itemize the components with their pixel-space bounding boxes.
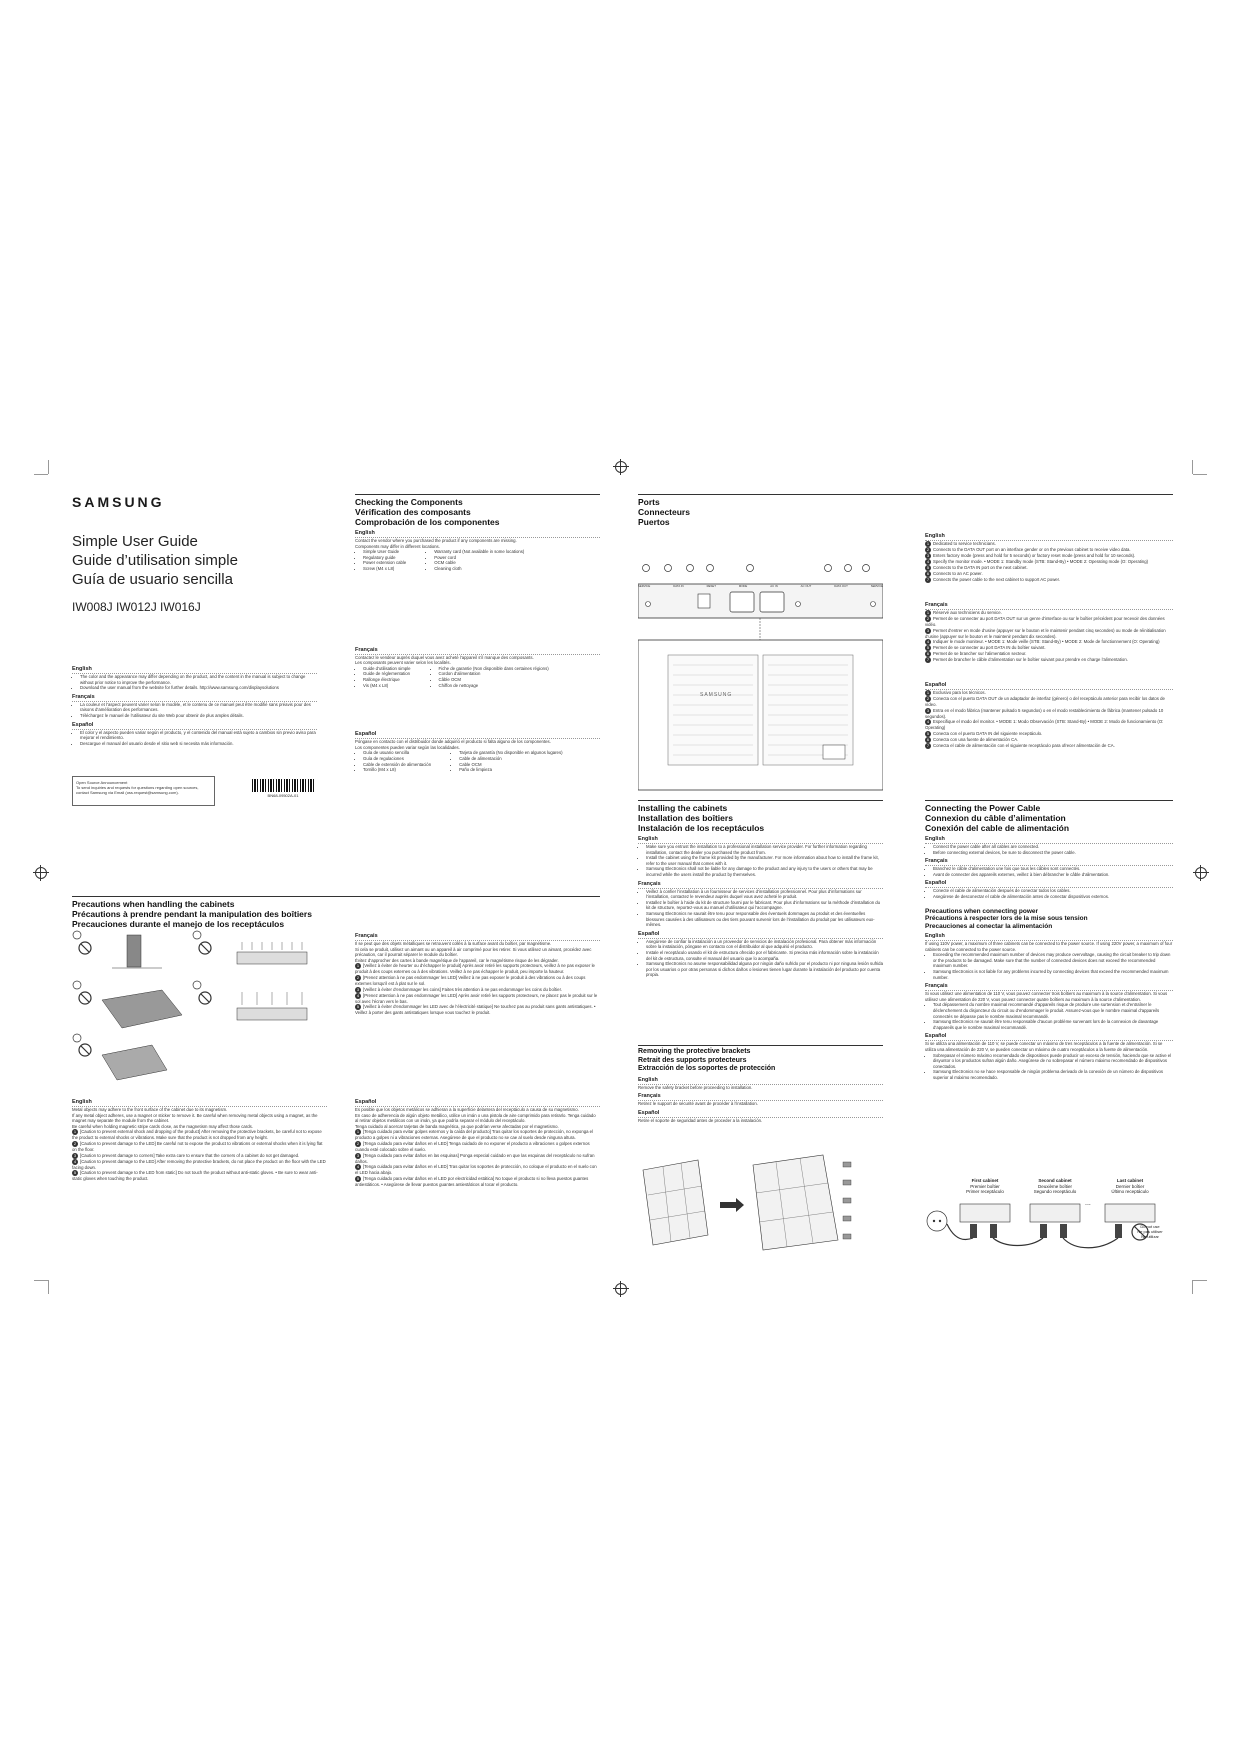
lang-head-fr: Français xyxy=(925,858,1173,866)
lang-head-es: Español xyxy=(638,931,883,939)
section-heading: Removing the protective brackets Retrait des supports protecteurs Extracción de los soportes de protección xyxy=(638,1045,883,1074)
lang-head-en: English xyxy=(925,933,1173,941)
lang-head-es: Español xyxy=(355,1099,600,1107)
precautions-section xyxy=(72,896,600,929)
note-item: • Téléchargez le manuel de l’utilisateur du site Web pour obtenir de plus amples détails. xyxy=(80,713,317,719)
callout-8 xyxy=(863,565,870,572)
precautions-fr: Français Il se peut que des objets métalliques se retrouvent collés à la surface avant du boîtier, par magnétisme. Si cela se produit, utilisez un aimant ou un appareil à air comprimé pour les retirer. Si vous utilisez un aimant, procédez avec précaution, car il pourrait séparer le module du boîtier. Évitez d’approcher des cartes à bande magnétique de l’appareil, car le magnétisme risque de les dégrader. 1 [Veillez à éviter de heurter ou d’échapper le produit] Après avoir retiré les supports protecteurs, veillez à ne pas exposer le produit à des coups externes ou à des vibrations. Veillez à ne pas échapper le produit, peu importe la hauteur. 2 [Prenez attention à ne pas endommager les LED] Veillez à ne pas exposer le produit à des vibrations ou à des coups externes lorsqu’il est à plat sur le sol. 3 [Veillez à éviter d’endommager les coins] Faites très attention à ne pas endommager les coins du boîtier. 4 [Prenez attention à ne pas endommager les LED] Après avoir retiré les supports protecteurs, ne placez pas le produit sur le sol avec l’écran vers le bas. 5 [Veillez à éviter d’endommager les LED avec de l’électricité statique] Ne touchez pas au produit sans gants antistatiques. • Veillez à porter des gants antistatiques lorsque vous touchez le produit. xyxy=(355,930,600,1016)
cover-title-es: Guía de usuario sencilla xyxy=(72,571,233,588)
lang-head-es: Español xyxy=(638,1110,883,1118)
lang-head-es: Español xyxy=(925,1033,1173,1041)
section-heading: Precautions when handling the cabinets Précautions à prendre pendant la manipulation des boîtiers Precauciones durante el manejo de los receptáculos xyxy=(72,896,600,929)
cover-title-fr: Guide d’utilisation simple xyxy=(72,552,238,569)
lang-head-en: English xyxy=(925,533,1173,541)
callout-7 xyxy=(845,565,852,572)
section-heading: Checking the Components Vérification des composants Comprobación de los componentes xyxy=(355,494,600,527)
note-item: • The color and the appearance may differ depending on the product, and the content in the manual is subject to change without prior notice to improve the performance. xyxy=(80,674,317,685)
lang-head-en: English xyxy=(355,530,600,538)
callout-1 xyxy=(643,565,650,572)
removing-section: Removing the protective brackets Retrait des supports protecteurs Extracción de los soportes de protección English Remove the safety bracket before proceeding to installation. Français Retirez le support de sécurité avant de procéder à l’installation. Español Retire el soporte de seguridad antes de proceder a la instalación. xyxy=(638,1045,883,1123)
checking-section: Checking the Components Vérification des composants Comprobación de los componentes English Contact the vendor where you purchased the product if any components are missing. Components may differ in different locations. • Simple User Guide • Regulatory guide • Power extension cable • Screw (M4 x L8) • Warranty card (Not available in some locations) • Power cord • OCM cable • Cleaning cloth Français Contactez le vendeur auprès duquel vous avez acheté l’appareil s’il manque des composants. Les composants peuvent varier selon les localités. • Guide d’utilisation simple • Guide de réglementation • Rallonge électrique • Vis (M4 x L8) • Fiche de garantie (Non disponible dans certaines régions) • Cordon d’alimentation • Câble OCM • Chiffon de nettoyage Español Póngase en contacto con el distribuidor donde adquirió el producto si falta alguno de los componentes. Los componentes pueden variar según las localidades. • Guía de usuario sencilla • Guía de regulaciones • Cable de extensión de alimentación • Tornillo (M4 x L8) • Tarjeta de garantía (No disponible en algunos lugares) • Cable de alimentación • Cable OCM • Paño de limpieza xyxy=(355,494,600,773)
lang-head-en: English xyxy=(72,1099,327,1107)
section-heading: Connecting the Power Cable Connexion du câble d’alimentation Conexión del cable de alimentación xyxy=(925,800,1173,833)
lang-head-fr: Français xyxy=(638,1093,883,1101)
registration-mark-left xyxy=(35,867,47,879)
bracket-removal-diagram xyxy=(638,1150,883,1255)
lang-head-fr: Français xyxy=(925,983,1173,991)
second-cabinet-label: Second cabinet Deuxième boîtier Segundo receptáculo xyxy=(1033,1178,1077,1194)
lang-head-fr: Français xyxy=(355,933,600,941)
lang-head-fr: Français xyxy=(638,881,883,889)
callout-3 xyxy=(687,565,694,572)
ports-section xyxy=(638,494,1173,527)
lang-head-en: English xyxy=(638,1077,883,1085)
ellipsis: ... xyxy=(1085,1200,1091,1207)
cover-notes xyxy=(72,663,317,746)
do-not-use-label: Do not use Ne pas utiliser No utilizar xyxy=(1137,1224,1163,1239)
cover-title-en: Simple User Guide xyxy=(72,533,198,550)
note-item: • Descargue el manual del usuario desde el sitio web si necesita más información. xyxy=(80,741,317,747)
oss-line: To send inquiries and requests for questions regarding open sources, xyxy=(76,785,199,790)
port-labels: SERVICE DATA IN RESET MODE AC IN AC OUT DATA OUT SERVICE xyxy=(638,584,883,588)
first-cabinet-label: First cabinet Premier boîtier Primer receptáculo xyxy=(966,1178,1004,1194)
oss-line: Open Source Announcement xyxy=(76,780,128,785)
oss-line: contact Samsung via Email (oss.request@samsung.com). xyxy=(76,790,179,795)
lang-head-en: English xyxy=(72,666,317,674)
precautions-power-heading: Precautions when connecting power Précautions à respecter lors de la mise sous tension Precauciones al conectar la alimentación xyxy=(925,907,1088,930)
model-numbers: IW008J IW012J IW016J xyxy=(72,600,201,614)
callout-2 xyxy=(665,565,672,572)
open-source-box xyxy=(72,776,215,806)
lang-head-es: Español xyxy=(925,880,1173,888)
barcode-number: BN68-09502A-01 xyxy=(267,793,299,798)
callout-5 xyxy=(747,565,754,572)
precautions-es: Español Es posible que los objetos metálicos se adhieran a la superficie delantera del receptáculo a causa de su magnetismo. En caso de adherencia de algún objeto metálico, utilice un imán o una pistola de aire comprimido para retirarlo. Tenga cuidado al retirar objetos metálicos con un imán, ya que podría separar el módulo del receptáculo. Tenga cuidado al acercar tarjetas de banda magnética, ya que podrían verse afectadas por el magnetismo. 1 [Tenga cuidado para evitar golpes externos y la caída del producto] Tras quitar los soportes de protección, no exponga el producto a golpes ni a vibraciones externas. Asegúrese de que el producto no se cae al suelo desde ninguna altura. 2 [Tenga cuidado para evitar daños en el LED] Tenga cuidado de no exponer el producto a vibraciones o golpes externos cuando esté colocado sobre el suelo. 3 [Tenga cuidado para evitar daños en las esquinas] Ponga especial cuidado en que las esquinas del receptáculo no sufran daños. 4 [Tenga cuidado para evitar daños en el LED] Tras quitar los soportes de protección, no coloque el producto en el suelo con el LED hacia abajo. 5 [Tenga cuidado para evitar daños en el LED por electricidad estática] No toque el producto si no lleva puestos guantes antiestáticos. • Asegúrese de llevar puestos guantes antiestáticos al tocar el producto. xyxy=(355,1096,600,1187)
power-section: Connecting the Power Cable Connexion du câble d’alimentation Conexión del cable de alimentación English • Connect the power cable after all cables are connected. • Before connecting external devices, be sure to disconnect the power cable. Français • Branchez le câble d’alimentation une fois que tous les câbles sont connectés. • Avant de connecter des appareils externes, veillez à bien débrancher le câble d’alimentation. Español • Conecte el cable de alimentación después de conectar todos los cables. • Asegúrese de desconectar el cable de alimentación antes de conectar dispositivos externos. Precautions when connecting power Précautions à respecter lors de la mise sous tension Precauciones al conectar la alimentación English If using 110V power, a maximum of three cabinets can be connected to the power source. If using 220V power, a maximum of four cabinets can be connected to the power source. • Exceeding the recommended maximum number of devices may produce overvoltage, causing the circuit breaker to trip down or the products to be damaged. Make sure that the number of connected devices does not exceed the recommended maximum number. • Samsung Electronics is not liable for any problems incurred by connecting devices that exceed the recommended maximum number. Français Si vous utilisez une alimentation de 110 V, vous pouvez connecter trois boîtiers au maximum à la source d’alimentation. Si vous utilisez une alimentation de 220 V, vous pouvez connecter quatre boîtiers au maximum à la source d’alimentation. • Tout dépassement du nombre maximal recommandé d’appareils risque de produire une surtension et d’entraîner le déclenchement du disjoncteur du circuit ou d’endommager le produit. Assurez-vous que le nombre maximal d’appareils connectés ne dépasse pas le nombre maximal recommandé. • Samsung Electronics ne saurait être tenu responsable d’aucun problème survenant lors de la connexion de davantage d’appareils que le nombre maximal recommandé. Español Si se utiliza una alimentación de 110 V, se puede conectar un máximo de tres receptáculos a la fuente de alimentación. Si se utiliza una alimentación de 220 V, se pueden conectar un máximo de cuatro receptáculos a la fuente de alimentación. • Sobrepasar el número máximo recomendado de dispositivos puede producir un exceso de tensión, haciendo que se active el disyuntor o los productos sufran algún daño. Asegúrese de no sobrepasar el número máximo recomendado de dispositivos conectados. • Samsung Electronics no se hace responsable de ningún problema derivado de la conexión de un número de dispositivos superior al máximo recomendado. xyxy=(925,800,1173,1081)
barcode xyxy=(252,779,314,792)
lang-head-fr: Français xyxy=(925,602,1173,610)
registration-mark-top xyxy=(615,461,627,473)
lang-head-fr: Français xyxy=(355,647,600,655)
last-cabinet-label: Last cabinet Dernier boîtier Último receptáculo xyxy=(1111,1178,1149,1194)
section-heading: Installing the cabinets Installation des boîtiers Instalación de los receptáculos xyxy=(638,800,883,833)
samsung-logo: SAMSUNG xyxy=(72,494,165,510)
ports-text: English 1 Dedicated to service technicians. 2 Connects to the DATA OUT port on an interface gender or on the previous cabinet to receive video data. 3 Enters factory mode (press and hold for 5 seconds) or factory reset mode (press and hold for 10 seconds). 4 Specify the monitor mode. • MODE 1: Standby mode (STB: Stand-By) • MODE 2: Operating mode (O: Operating) 5 Connects to the DATA IN port on the next cabinet. 6 Connects to an AC power. 7 Connects the power cable to the next cabinet to support AC power. Français 1 Réservé aux techniciens du service. 2 Permet de se connecter au port DATA OUT sur un genre d’interface ou sur le boîtier précédent pour recevoir des données vidéo. 3 Permet d’entrer en mode d’usine (appuyer sur le bouton et le maintenir pendant cinq secondes) ou mode de réinitialisation d’usine (appuyer sur le bouton et le maintenir pendant dix secondes). 4 Indiquer le mode moniteur. • MODE 1: Mode veille (STB: Stand-By) • MODE 2: Mode de fonctionnement (O: Operating) 5 Permet de se connecter au port DATA IN du boîtier suivant. 6 Permet de se brancher sur l’alimentation secteur. 7 Permet de brancher le câble d’alimentation sur le boîtier suivant pour prendre en charge l’alimentation. Español 1 Exclusivo para los técnicos. 2 Conecta con el puerto DATA OUT de un adaptador de interfaz (género) o del receptáculo anterior para recibir los datos de vídeo. 3 Entra en el modo fábrica (mantener pulsado 5 segundos) o en el modo restablecimiento de fábrica (mantener pulsado 10 segundos). 4 Especifique el modo del monitor. • MODE 1: Modo Observación (STB: Stand-By) • MODE 2: Modo de funcionamiento (O: Operating) 5 Conecta con el puerto DATA IN del siguiente receptáculo. 6 Conecta con una fuente de alimentación CA. 7 Conecta el cable de alimentación con el siguiente receptáculo para ofrecer alimentación de CA. xyxy=(925,530,1173,749)
lang-head-en: English xyxy=(925,836,1173,844)
registration-mark-right xyxy=(1195,867,1207,879)
lang-head-es: Español xyxy=(355,731,600,739)
lang-head-es: Español xyxy=(72,722,317,730)
callout-6 xyxy=(825,565,832,572)
installing-section: Installing the cabinets Installation des boîtiers Instalación de los receptáculos English • Make sure you entrust the installation to a professional installation service provider. For further information regarding installation, contact the dealer you purchased the product from. • Install the cabinet using the frame kit provided by the manufacturer. For more information about how to install the frame kit, refer to the user manual that comes with it. • Samsung Electronics shall not be liable for any damage to the product and any injury to the users or others that may be incurred while the users install the product by themselves. Français • Veillez à confier l’installation à un fournisseur de services d’installation professionnel. Pour plus d’informations sur l’installation, contactez le revendeur auprès duquel vous avez acheté le produit. • Installez le boîtier à l’aide du kit de structure fourni par le fabricant. Pour plus d’informations sur la méthode d’installation du kit de structure, reportez-vous au manuel d’utilisateur qui l’accompagne. • Samsung Electronics ne saurait être tenu pour responsable des éventuels dommages au produit et des éventuelles blessures causées à des utilisateurs ou des tiers pouvant survenir lors de l’installation du produit par les utilisateurs eux-mêmes. Español • Asegúrese de confiar la instalación a un proveedor de servicios de instalación profesional. Para obtener más información sobre la instalación, póngase en contacto con el distribuidor al que adquirió el producto. • Instale el receptáculo usando el kit de estructura ofrecido por el fabricante. Si precisa más información sobre la instalación del kit de estructura, consulte el manual del usuario que lo acompaña. • Samsung Electronics no asume responsabilidad alguna por ningún daño sufrido por el producto ni por ninguna lesión sufrida por los usuarios o por otras personas si dichos daños o lesiones tienen lugar durante la instalación del producto por cuenta propia. xyxy=(638,800,883,978)
note-item: • La couleur et l’aspect peuvent varier selon le modèle, et le contenu de ce manuel peut être modifié sans préavis pour des raisons d’amélioration des performances. xyxy=(80,702,317,713)
precautions-en: English Metal objects may adhere to the front surface of the cabinet due to its magnetism. If any metal object adheres, use a magnet or sticker to remove it. Be careful when removing metal objects using a magnet, as the magnet may separate the module from the cabinet. Be careful when holding magnetic stripe cards close, as the magnetism may affect those cards. 1 [Caution to prevent external shock and dropping of the product] After removing the protective brackets, be careful not to expose the product to external shocks or vibrations. Make sure that the product is not dropped from any height. 2 [Caution to prevent damage to the LED] Be careful not to expose the product to vibrations or external shocks when it is lying flat on the floor. 3 [Caution to prevent damage to corners] Take extra care to ensure that the corners of a cabinet do not get damaged. 4 [Caution to prevent damage to the LED] After removing the protective brackets, do not place the product on the floor with the LED facing down. 5 [Caution to prevent damage to the LED from static] Do not touch the product without anti-static gloves. • Be sure to wear anti-static gloves when touching the product. xyxy=(72,1099,326,1182)
callout-4 xyxy=(707,565,714,572)
lang-head-fr: Français xyxy=(72,694,317,702)
note-item: • El color y el aspecto pueden variar según el producto, y el contenido del manual está sujeto a cambios sin previo aviso para mejorar el rendimiento. xyxy=(80,730,317,741)
section-heading: Ports Connecteurs Puertos xyxy=(638,494,1173,527)
power-chain-diagram xyxy=(925,1178,1170,1258)
lang-head-en: English xyxy=(638,836,883,844)
cabinet-brand: SAMSUNG xyxy=(700,692,733,698)
registration-mark-bottom xyxy=(615,1283,627,1295)
lang-head-es: Español xyxy=(925,682,1173,690)
precaution-illustrations xyxy=(72,930,332,1090)
note-item: • Download the user manual from the website for further details. http://www.samsung.com/displaysolutions xyxy=(80,685,317,691)
port-panel-diagram xyxy=(638,560,883,800)
